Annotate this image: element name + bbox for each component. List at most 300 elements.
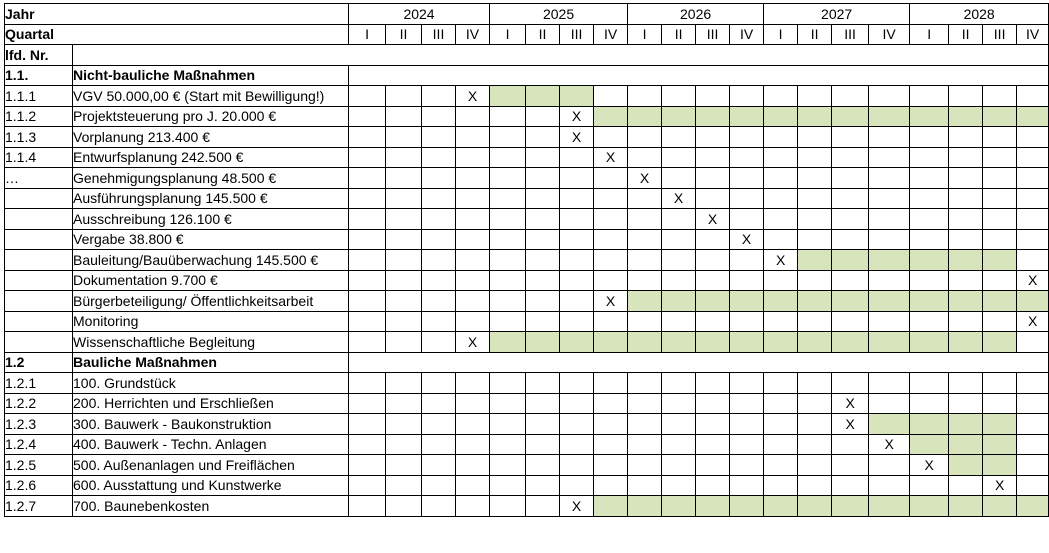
empty-cell <box>526 455 560 476</box>
shaded-cell <box>949 291 983 312</box>
empty-cell <box>490 147 526 168</box>
empty-cell <box>349 147 386 168</box>
empty-cell <box>798 188 832 209</box>
empty-cell <box>349 455 386 476</box>
empty-cell <box>696 147 730 168</box>
empty-cell <box>798 434 832 455</box>
empty-cell <box>526 250 560 271</box>
shaded-cell <box>983 414 1017 435</box>
shaded-cell <box>983 250 1017 271</box>
empty-cell <box>349 434 386 455</box>
empty-cell <box>594 270 628 291</box>
empty-cell <box>422 496 456 517</box>
empty-cell <box>730 373 764 394</box>
empty-cell <box>386 291 422 312</box>
shaded-cell <box>1017 496 1049 517</box>
empty-cell <box>1017 434 1049 455</box>
empty-cell <box>832 270 869 291</box>
start-mark: X <box>594 291 628 312</box>
empty-cell <box>628 393 662 414</box>
lfd-blank <box>73 45 1049 66</box>
empty-cell <box>490 270 526 291</box>
empty-cell <box>594 455 628 476</box>
empty-cell <box>764 147 798 168</box>
empty-cell <box>910 270 949 291</box>
empty-cell <box>764 209 798 230</box>
row-number: 1.2.4 <box>5 434 73 455</box>
empty-cell <box>832 311 869 332</box>
empty-cell <box>949 393 983 414</box>
shaded-cell <box>983 332 1017 353</box>
empty-cell <box>560 455 594 476</box>
shaded-cell <box>869 106 910 127</box>
empty-cell <box>594 127 628 148</box>
empty-cell <box>662 147 696 168</box>
empty-cell <box>456 414 490 435</box>
shaded-cell <box>594 496 628 517</box>
empty-cell <box>910 475 949 496</box>
row-number <box>5 250 73 271</box>
row-number: 1.2.5 <box>5 455 73 476</box>
empty-cell <box>832 188 869 209</box>
empty-cell <box>730 475 764 496</box>
task-row <box>5 188 1049 209</box>
empty-cell <box>628 373 662 394</box>
empty-cell <box>798 229 832 250</box>
quarter-label: II <box>386 24 422 45</box>
empty-cell <box>662 229 696 250</box>
empty-cell <box>1017 250 1049 271</box>
empty-cell <box>560 475 594 496</box>
empty-cell <box>456 168 490 189</box>
empty-cell <box>730 270 764 291</box>
empty-cell <box>869 373 910 394</box>
empty-cell <box>594 168 628 189</box>
empty-cell <box>832 434 869 455</box>
empty-cell <box>422 332 456 353</box>
empty-cell <box>949 311 983 332</box>
empty-cell <box>662 311 696 332</box>
start-mark: X <box>832 393 869 414</box>
task-row <box>5 127 1049 148</box>
empty-cell <box>1017 332 1049 353</box>
shaded-cell <box>628 496 662 517</box>
empty-cell <box>1017 127 1049 148</box>
row-description: Genehmigungsplanung 48.500 € <box>73 168 349 189</box>
empty-cell <box>910 147 949 168</box>
shaded-cell <box>983 291 1017 312</box>
task-row <box>5 393 1049 414</box>
empty-cell <box>560 393 594 414</box>
empty-cell <box>983 311 1017 332</box>
empty-cell <box>490 291 526 312</box>
empty-cell <box>662 86 696 107</box>
empty-cell <box>832 455 869 476</box>
empty-cell <box>422 86 456 107</box>
row-description: Nicht-bauliche Maßnahmen <box>73 65 349 86</box>
empty-cell <box>662 475 696 496</box>
task-row <box>5 291 1049 312</box>
row-number <box>5 311 73 332</box>
empty-cell <box>456 291 490 312</box>
start-mark: X <box>594 147 628 168</box>
empty-cell <box>696 414 730 435</box>
empty-cell <box>662 393 696 414</box>
empty-cell <box>798 373 832 394</box>
empty-cell <box>764 373 798 394</box>
empty-cell <box>560 434 594 455</box>
row-description: Projektsteuerung pro J. 20.000 € <box>73 106 349 127</box>
row-number <box>5 209 73 230</box>
empty-cell <box>422 414 456 435</box>
shaded-cell <box>628 291 662 312</box>
shaded-cell <box>628 332 662 353</box>
empty-cell <box>560 414 594 435</box>
empty-cell <box>696 86 730 107</box>
lfd-row <box>5 45 1049 66</box>
row-description: 300. Bauwerk - Baukonstruktion <box>73 414 349 435</box>
empty-cell <box>349 393 386 414</box>
task-row <box>5 168 1049 189</box>
empty-cell <box>594 229 628 250</box>
empty-cell <box>386 311 422 332</box>
start-mark: X <box>662 188 696 209</box>
empty-cell <box>594 434 628 455</box>
empty-cell <box>696 188 730 209</box>
empty-cell <box>386 188 422 209</box>
quarter-label: II <box>662 24 696 45</box>
empty-cell <box>764 311 798 332</box>
shaded-cell <box>832 250 869 271</box>
shaded-cell <box>1017 291 1049 312</box>
task-row <box>5 434 1049 455</box>
empty-cell <box>422 291 456 312</box>
quarter-label: I <box>490 24 526 45</box>
empty-cell <box>662 127 696 148</box>
task-row <box>5 229 1049 250</box>
start-mark: X <box>910 455 949 476</box>
empty-cell <box>832 127 869 148</box>
empty-cell <box>764 229 798 250</box>
empty-cell <box>983 229 1017 250</box>
empty-cell <box>386 250 422 271</box>
row-number: 1.1.4 <box>5 147 73 168</box>
empty-cell <box>560 250 594 271</box>
empty-cell <box>949 188 983 209</box>
empty-cell <box>730 414 764 435</box>
shaded-cell <box>730 332 764 353</box>
start-mark: X <box>456 86 490 107</box>
shaded-cell <box>869 496 910 517</box>
start-mark: X <box>456 332 490 353</box>
start-mark: X <box>730 229 764 250</box>
shaded-cell <box>949 414 983 435</box>
empty-cell <box>696 127 730 148</box>
shaded-cell <box>798 291 832 312</box>
empty-cell <box>798 475 832 496</box>
empty-cell <box>869 270 910 291</box>
task-row <box>5 373 1049 394</box>
row-number <box>5 188 73 209</box>
empty-cell <box>662 168 696 189</box>
row-description: Bürgerbeteiligung/ Öffentlichkeitsarbeit <box>73 291 349 312</box>
shaded-cell <box>983 434 1017 455</box>
task-row <box>5 475 1049 496</box>
empty-cell <box>662 209 696 230</box>
empty-cell <box>560 168 594 189</box>
task-row <box>5 496 1049 517</box>
shaded-cell <box>983 496 1017 517</box>
empty-cell <box>490 373 526 394</box>
empty-cell <box>798 168 832 189</box>
empty-cell <box>910 209 949 230</box>
quartal-label: Quartal <box>5 24 349 45</box>
empty-cell <box>526 475 560 496</box>
empty-cell <box>910 229 949 250</box>
row-number: 1.1.1 <box>5 86 73 107</box>
task-row <box>5 270 1049 291</box>
quarter-label: IV <box>869 24 910 45</box>
empty-cell <box>490 496 526 517</box>
schedule-table <box>4 3 1049 517</box>
row-description: 400. Bauwerk - Techn. Anlagen <box>73 434 349 455</box>
empty-cell <box>949 209 983 230</box>
empty-cell <box>798 127 832 148</box>
empty-cell <box>386 106 422 127</box>
empty-cell <box>456 434 490 455</box>
year-2027: 2027 <box>764 4 910 25</box>
empty-cell <box>764 127 798 148</box>
empty-cell <box>764 455 798 476</box>
shaded-cell <box>696 496 730 517</box>
empty-cell <box>798 86 832 107</box>
shaded-cell <box>832 106 869 127</box>
empty-cell <box>869 311 910 332</box>
empty-cell <box>910 311 949 332</box>
shaded-cell <box>628 106 662 127</box>
empty-cell <box>832 147 869 168</box>
empty-cell <box>628 270 662 291</box>
empty-cell <box>662 434 696 455</box>
empty-cell <box>349 86 386 107</box>
empty-cell <box>983 86 1017 107</box>
shaded-cell <box>798 250 832 271</box>
empty-cell <box>1017 455 1049 476</box>
empty-cell <box>1017 188 1049 209</box>
row-number: 1.2.6 <box>5 475 73 496</box>
empty-cell <box>422 250 456 271</box>
empty-cell <box>730 86 764 107</box>
empty-cell <box>456 373 490 394</box>
row-description: 200. Herrichten und Erschließen <box>73 393 349 414</box>
empty-cell <box>798 147 832 168</box>
empty-cell <box>949 270 983 291</box>
empty-cell <box>526 496 560 517</box>
empty-cell <box>526 127 560 148</box>
row-description: Dokumentation 9.700 € <box>73 270 349 291</box>
empty-cell <box>386 168 422 189</box>
empty-cell <box>910 373 949 394</box>
empty-cell <box>983 393 1017 414</box>
document-area <box>4 3 1049 517</box>
empty-cell <box>349 229 386 250</box>
empty-cell <box>696 393 730 414</box>
quarter-label: III <box>696 24 730 45</box>
empty-cell <box>662 373 696 394</box>
year-2026: 2026 <box>628 4 764 25</box>
empty-cell <box>526 209 560 230</box>
quarter-label: I <box>764 24 798 45</box>
empty-cell <box>628 475 662 496</box>
task-row <box>5 250 1049 271</box>
quarter-label: IV <box>594 24 628 45</box>
shaded-cell <box>869 250 910 271</box>
empty-cell <box>798 209 832 230</box>
empty-cell <box>764 475 798 496</box>
start-mark: X <box>628 168 662 189</box>
empty-cell <box>730 188 764 209</box>
empty-cell <box>696 250 730 271</box>
empty-cell <box>869 188 910 209</box>
empty-cell <box>490 106 526 127</box>
empty-cell <box>456 106 490 127</box>
empty-cell <box>696 229 730 250</box>
row-description: Monitoring <box>73 311 349 332</box>
quarter-label: III <box>560 24 594 45</box>
empty-cell <box>869 147 910 168</box>
empty-cell <box>594 250 628 271</box>
jahr-label: Jahr <box>5 4 349 25</box>
shaded-cell <box>662 291 696 312</box>
shaded-cell <box>949 455 983 476</box>
empty-cell <box>628 455 662 476</box>
empty-cell <box>456 209 490 230</box>
shaded-cell <box>983 455 1017 476</box>
shaded-cell <box>949 434 983 455</box>
empty-cell <box>422 229 456 250</box>
empty-cell <box>349 168 386 189</box>
empty-cell <box>628 209 662 230</box>
empty-cell <box>526 147 560 168</box>
empty-cell <box>628 414 662 435</box>
empty-cell <box>386 434 422 455</box>
empty-cell <box>628 127 662 148</box>
empty-cell <box>422 475 456 496</box>
quarter-label: I <box>349 24 386 45</box>
empty-cell <box>869 168 910 189</box>
empty-cell <box>869 209 910 230</box>
empty-cell <box>983 127 1017 148</box>
empty-cell <box>456 270 490 291</box>
quarter-label: I <box>910 24 949 45</box>
empty-cell <box>386 209 422 230</box>
empty-cell <box>730 434 764 455</box>
task-row <box>5 209 1049 230</box>
shaded-cell <box>560 86 594 107</box>
row-description: 100. Grundstück <box>73 373 349 394</box>
empty-cell <box>490 168 526 189</box>
empty-cell <box>594 475 628 496</box>
shaded-cell <box>949 250 983 271</box>
empty-cell <box>1017 168 1049 189</box>
shaded-cell <box>832 291 869 312</box>
empty-cell <box>386 414 422 435</box>
row-description: Entwurfsplanung 242.500 € <box>73 147 349 168</box>
empty-cell <box>386 86 422 107</box>
empty-cell <box>560 229 594 250</box>
empty-cell <box>798 414 832 435</box>
empty-cell <box>628 86 662 107</box>
start-mark: X <box>1017 311 1049 332</box>
section-row <box>5 352 1049 373</box>
shaded-cell <box>832 332 869 353</box>
empty-cell <box>456 229 490 250</box>
empty-cell <box>422 373 456 394</box>
row-description: Vorplanung 213.400 € <box>73 127 349 148</box>
empty-cell <box>349 106 386 127</box>
empty-cell <box>764 414 798 435</box>
shaded-cell <box>696 291 730 312</box>
empty-cell <box>560 188 594 209</box>
empty-cell <box>594 86 628 107</box>
empty-cell <box>832 209 869 230</box>
empty-cell <box>386 496 422 517</box>
empty-cell <box>1017 86 1049 107</box>
empty-cell <box>798 455 832 476</box>
empty-cell <box>798 311 832 332</box>
empty-cell <box>983 147 1017 168</box>
shaded-cell <box>869 414 910 435</box>
empty-cell <box>386 332 422 353</box>
empty-cell <box>662 250 696 271</box>
quarter-label: III <box>983 24 1017 45</box>
empty-cell <box>526 373 560 394</box>
empty-cell <box>490 475 526 496</box>
row-number: 1.2.3 <box>5 414 73 435</box>
empty-cell <box>490 127 526 148</box>
empty-cell <box>526 106 560 127</box>
shaded-cell <box>910 106 949 127</box>
empty-cell <box>696 373 730 394</box>
empty-cell <box>526 311 560 332</box>
empty-cell <box>910 168 949 189</box>
empty-cell <box>910 86 949 107</box>
row-description: 700. Baunebenkosten <box>73 496 349 517</box>
empty-cell <box>869 475 910 496</box>
empty-cell <box>869 127 910 148</box>
lfd-label: lfd. Nr. <box>5 45 73 66</box>
empty-cell <box>386 455 422 476</box>
empty-cell <box>349 373 386 394</box>
shaded-cell <box>696 332 730 353</box>
empty-cell <box>490 455 526 476</box>
empty-cell <box>560 373 594 394</box>
start-mark: X <box>764 250 798 271</box>
shaded-cell <box>983 106 1017 127</box>
shaded-cell <box>594 106 628 127</box>
empty-cell <box>422 127 456 148</box>
empty-cell <box>910 393 949 414</box>
empty-cell <box>764 188 798 209</box>
year-2024: 2024 <box>349 4 490 25</box>
row-number: 1.2.7 <box>5 496 73 517</box>
empty-cell <box>983 270 1017 291</box>
empty-cell <box>456 127 490 148</box>
empty-cell <box>949 168 983 189</box>
empty-cell <box>422 188 456 209</box>
task-row <box>5 106 1049 127</box>
empty-cell <box>349 311 386 332</box>
